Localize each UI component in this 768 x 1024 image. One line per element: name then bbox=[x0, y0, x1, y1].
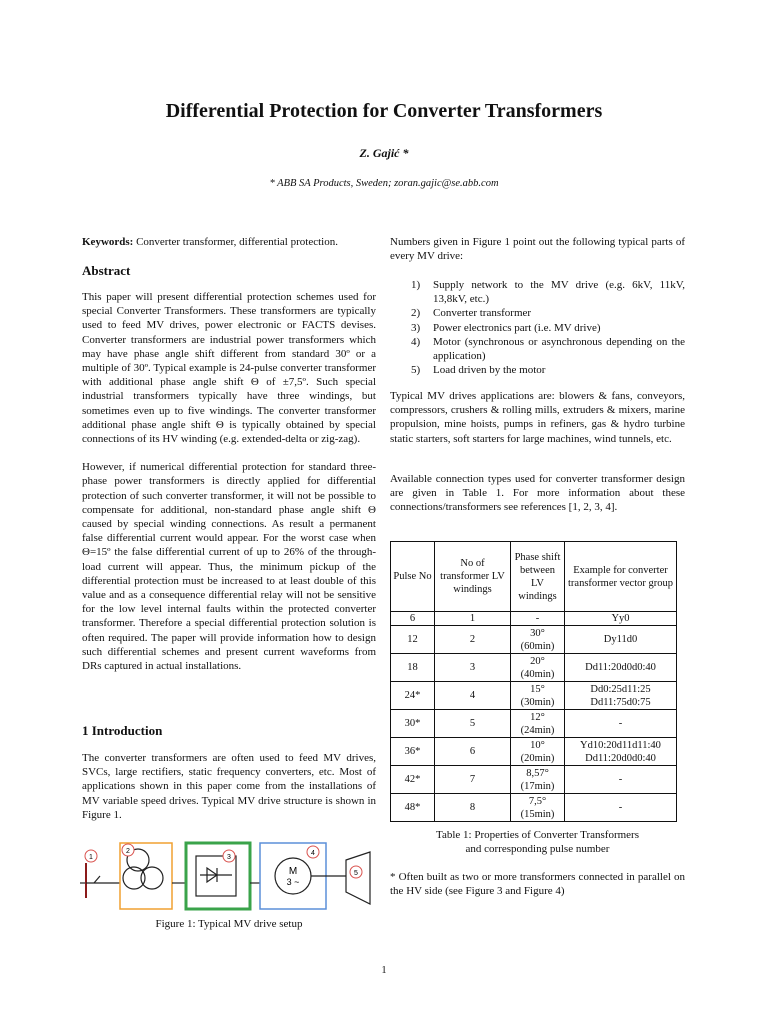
table-header: Example for converter transformer vector group bbox=[565, 542, 677, 612]
table-cell: - bbox=[565, 710, 677, 738]
list-item-text: Converter transformer bbox=[433, 307, 532, 320]
table-cell: 24* bbox=[391, 682, 435, 710]
shift-degrees: 7,5° bbox=[528, 795, 547, 807]
marker-1 bbox=[85, 850, 97, 862]
table-cell bbox=[511, 626, 565, 654]
list-item bbox=[390, 278, 685, 306]
table-cell: 6 bbox=[391, 612, 435, 626]
table-header-row bbox=[391, 542, 677, 612]
list-item-text: Power electronics part (i.e. MV drive) bbox=[433, 321, 601, 334]
author: Z. Gajić * bbox=[359, 146, 409, 160]
table-cell: Dd11:20d0d0:40 bbox=[565, 654, 677, 682]
motor-sublabel: 3 ~ bbox=[286, 877, 300, 887]
table-cell bbox=[511, 794, 565, 822]
table-cell bbox=[511, 654, 565, 682]
table-cell bbox=[511, 766, 565, 794]
table-1 bbox=[390, 541, 677, 822]
table-header: Phase shift between LV windings bbox=[511, 542, 565, 612]
table-cell: 36* bbox=[391, 738, 435, 766]
right-paragraph-2: Typical MV drives applications are: blowers & fans, conveyors, compressors, crushers & rolling mills, extruders & mixers, marine propulsion, mine hoists, pumps in refiners, gas & hydro turbine static starters, soft starters for large machines, wind tunnels, etc. bbox=[390, 390, 685, 445]
figure-1 bbox=[80, 838, 380, 916]
shift-minutes: (15min) bbox=[520, 808, 555, 820]
table-cell: 48* bbox=[391, 794, 435, 822]
table-cell: 2 bbox=[435, 626, 511, 654]
page-number: 1 bbox=[381, 965, 387, 976]
abstract-body bbox=[82, 290, 376, 673]
marker-5-label: 5 bbox=[354, 870, 358, 877]
table-cell: - bbox=[511, 612, 565, 626]
list-item-number: 1) bbox=[411, 279, 421, 291]
table-cell: 42* bbox=[391, 766, 435, 794]
list-item-number: 5) bbox=[411, 364, 421, 377]
footnote-text: * Often built as two or more transformers connected in parallel on the HV side (see Figure 3 and Figure 4) bbox=[390, 871, 685, 898]
shift-minutes: (30min) bbox=[520, 696, 555, 708]
table-cell bbox=[511, 738, 565, 766]
list-item bbox=[390, 363, 685, 377]
table-cell: - bbox=[565, 794, 677, 822]
figure-1-caption: Figure 1: Typical MV drive setup bbox=[155, 918, 303, 930]
table-cell bbox=[511, 710, 565, 738]
table-cell: 5 bbox=[435, 710, 511, 738]
motor-label: M bbox=[288, 866, 298, 877]
vector-group: Yd10:20d11d11:40 bbox=[580, 739, 661, 751]
shift-minutes: (17min) bbox=[520, 780, 555, 792]
table-cell: 4 bbox=[435, 682, 511, 710]
shift-degrees: 30° bbox=[530, 627, 545, 639]
list-item-text: Supply network to the MV drive (e.g. 6kV, 11kV, 13,8kV, etc.) bbox=[433, 279, 685, 306]
table-row bbox=[391, 766, 677, 794]
table-1-caption bbox=[390, 828, 685, 856]
table-caption-line-1: Table 1: Properties of Converter Transformers bbox=[436, 829, 639, 841]
table-header: No of transformer LV windings bbox=[435, 542, 511, 612]
right-paragraph-3: Available connection types used for converter transformer design are given in Table 1. For more information about these connections/transformers see references [1, 2, 3, 4]. bbox=[390, 473, 685, 514]
connection-types-text bbox=[390, 472, 685, 515]
paper-title: Differential Protection for Converter Transformers bbox=[165, 100, 603, 122]
table-cell: 6 bbox=[435, 738, 511, 766]
table-header: Pulse No bbox=[391, 542, 435, 612]
table-row bbox=[391, 738, 677, 766]
mv-drive-diagram bbox=[80, 838, 380, 916]
keywords-label: Keywords: bbox=[82, 236, 134, 248]
transformer-lv-winding-2 bbox=[141, 867, 163, 889]
list-item bbox=[390, 306, 685, 320]
list-item bbox=[390, 335, 685, 363]
marker-3-label: 3 bbox=[227, 854, 231, 861]
list-item-number: 2) bbox=[411, 307, 421, 320]
properties-table bbox=[390, 541, 677, 822]
table-cell: Yy0 bbox=[565, 612, 677, 626]
right-intro bbox=[390, 235, 685, 263]
breaker-switch bbox=[94, 876, 100, 883]
shift-minutes: (20min) bbox=[520, 752, 555, 764]
vector-group: Dd11:75d0:75 bbox=[590, 696, 651, 708]
marker-4-label: 4 bbox=[311, 850, 315, 857]
list-item-text: Motor (synchronous or asynchronous depending on the application) bbox=[433, 335, 685, 363]
table-cell: 8 bbox=[435, 794, 511, 822]
table-cell: - bbox=[565, 766, 677, 794]
applications-text bbox=[390, 389, 685, 446]
intro-body bbox=[82, 751, 376, 822]
marker-3 bbox=[223, 850, 235, 862]
table-cell: 18 bbox=[391, 654, 435, 682]
marker-2-label: 2 bbox=[126, 848, 130, 855]
table-cell: Dy11d0 bbox=[565, 626, 677, 654]
abstract-heading: Abstract bbox=[82, 263, 131, 278]
list-item bbox=[390, 321, 685, 335]
intro-paragraph-1: The converter transformers are often used to feed MV drives, SVCs, large rectifiers, static frequency converters, etc. Most of applications shown in this paper come from the installations of MV variable speed drives. Typical MV drive structure is shown in Figure 1. bbox=[82, 752, 376, 821]
table-caption-line-2: and corresponding pulse number bbox=[465, 843, 610, 855]
intro-heading: 1 Introduction bbox=[82, 723, 163, 738]
abstract-paragraph-2: However, if numerical differential protection for standard three-phase power transformers is directly applied for differential protection of such converter transformer, it will not be possible to compensate for additional, non-standard phase angle shift Θ caused by special winding connections. As result a permanent false differential current would appear. For the worst case when Θ=15º the false differential current of up to 26% of the through-load current will appear. Thus, the minimum pickup of the differential protection must be increased to at least double of this value and as a consequence differential relay will not be sensitive for the low level internal faults within the protected converter transformer. Therefore a special differential protection solution is often required. The paper will provide information how to design such differential schemes and present current waveforms from DRs captured in actual installations. bbox=[82, 461, 376, 673]
abstract-paragraph-1: This paper will present differential protection schemes used for special Converter Transformers. These transformers are typically used to feed MV drives, power electronic or FACTS devises. Converter transformers are industrial power transformers which may have phase angle shift different from standard 30º or a multiple of 30º. Typical example is 24-pulse converter transformer with additional phase angle shift Θ of ±7,5º. Such special industrial transformers typically have three windings, but sometimes even up to five windings. The converter transformer additional phase angle shift Θ is typically obtained by special connections of its HV winding (e.g. extended-delta or zig-zag). bbox=[82, 291, 376, 446]
keywords-text: Converter transformer, differential protection. bbox=[133, 236, 338, 248]
table-row bbox=[391, 794, 677, 822]
table-row bbox=[391, 612, 677, 626]
drive-parts-list bbox=[390, 278, 685, 377]
list-item-text: Load driven by the motor bbox=[433, 364, 546, 377]
table-cell: 1 bbox=[435, 612, 511, 626]
marker-4 bbox=[307, 846, 319, 858]
keywords bbox=[82, 235, 376, 249]
table-row bbox=[391, 654, 677, 682]
marker-2 bbox=[122, 844, 134, 856]
table-cell: 7 bbox=[435, 766, 511, 794]
shift-minutes: (60min) bbox=[520, 640, 555, 652]
right-paragraph-1: Numbers given in Figure 1 point out the following typical parts of every MV drive: bbox=[390, 236, 685, 263]
list-item-number: 3) bbox=[411, 321, 421, 334]
shift-degrees: 15° bbox=[530, 683, 545, 695]
table-row bbox=[391, 626, 677, 654]
marker-5 bbox=[350, 866, 362, 878]
shift-degrees: 8,57° bbox=[526, 767, 549, 779]
shift-degrees: 20° bbox=[530, 655, 545, 667]
table-cell: 12 bbox=[391, 626, 435, 654]
table-cell: 3 bbox=[435, 654, 511, 682]
table-cell: 30* bbox=[391, 710, 435, 738]
affiliation: * ABB SA Products, Sweden; zoran.gajic@se.abb.com bbox=[269, 178, 499, 189]
marker-1-label: 1 bbox=[89, 854, 93, 861]
table-row bbox=[391, 682, 677, 710]
table-row bbox=[391, 710, 677, 738]
vector-group: Dd11:20d0d0:40 bbox=[585, 752, 656, 764]
list-item-number: 4) bbox=[411, 335, 421, 348]
table-cell bbox=[565, 682, 677, 710]
shift-minutes: (40min) bbox=[520, 668, 555, 680]
shift-degrees: 10° bbox=[530, 739, 545, 751]
table-cell bbox=[511, 682, 565, 710]
shift-minutes: (24min) bbox=[520, 724, 555, 736]
vector-group: Dd0:25d11:25 bbox=[590, 683, 651, 695]
shift-degrees: 12° bbox=[530, 711, 545, 723]
table-footnote bbox=[390, 870, 685, 898]
table-cell bbox=[565, 738, 677, 766]
